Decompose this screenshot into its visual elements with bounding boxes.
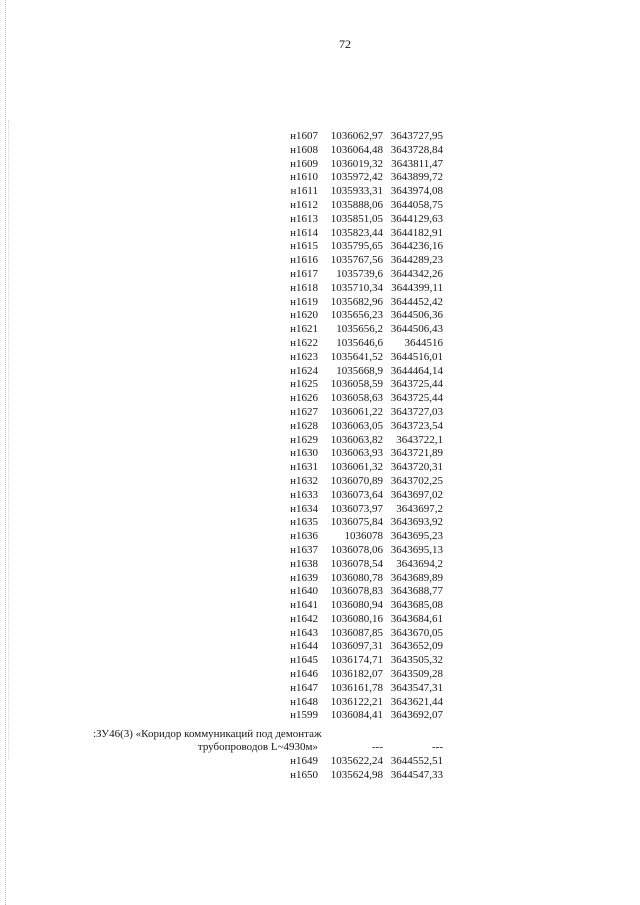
point-id: н1624 — [290, 364, 318, 377]
point-id: н1638 — [290, 557, 318, 570]
x-coordinate: 1036061,22 — [330, 405, 383, 418]
point-id: н1632 — [290, 474, 318, 487]
coordinate-row — [0, 544, 640, 558]
y-coordinate: 3643692,07 — [390, 709, 443, 722]
y-coordinate: 3643695,23 — [390, 530, 443, 543]
x-coordinate: 1035972,42 — [330, 171, 383, 184]
point-id: н1620 — [290, 309, 318, 322]
coordinate-row — [0, 530, 640, 544]
point-id: н1630 — [290, 447, 318, 460]
y-coordinate: 3643722,1 — [396, 433, 443, 446]
point-id: н1646 — [290, 668, 318, 681]
coordinate-row — [0, 434, 640, 448]
coordinate-row — [0, 337, 640, 351]
x-coordinate: 1035624,98 — [330, 768, 383, 781]
y-coordinate: 3643723,54 — [390, 419, 443, 432]
point-id: н1636 — [290, 530, 318, 543]
x-coordinate: 1035656,23 — [330, 309, 383, 322]
point-id: н1614 — [290, 226, 318, 239]
x-coordinate: 1036062,97 — [330, 130, 383, 142]
y-coordinate: 3643728,84 — [390, 143, 443, 156]
y-coordinate: 3643688,77 — [390, 585, 443, 598]
x-coordinate: 1036080,94 — [330, 599, 383, 612]
y-coordinate: 3643670,05 — [390, 626, 443, 639]
y-coordinate: 3643811,47 — [391, 157, 443, 170]
x-coordinate: 1036087,85 — [330, 626, 383, 639]
point-id: н1645 — [290, 654, 318, 667]
x-coordinate: 1036078,54 — [330, 557, 383, 570]
coordinate-row — [0, 640, 640, 654]
coordinate-row — [0, 558, 640, 572]
point-id: н1609 — [290, 157, 318, 170]
point-id: н1642 — [290, 612, 318, 625]
y-coordinate: 3643697,02 — [390, 488, 443, 501]
y-coordinate: 3643702,25 — [390, 474, 443, 487]
point-id: н1621 — [290, 323, 318, 336]
x-coordinate: 1036122,21 — [330, 695, 383, 708]
point-id: н1631 — [290, 461, 318, 474]
y-coordinate: 3644516,01 — [390, 350, 443, 363]
y-coordinate: 3643652,09 — [390, 640, 443, 653]
y-coordinate: 3644464,14 — [390, 364, 443, 377]
x-coordinate: 1036073,64 — [330, 488, 383, 501]
coordinate-row — [0, 171, 640, 185]
point-id: н1639 — [290, 571, 318, 584]
point-id: н1599 — [290, 709, 318, 722]
coordinate-row — [0, 185, 640, 199]
x-coordinate: 1036019,32 — [330, 157, 383, 170]
y-coordinate: 3643693,92 — [390, 516, 443, 529]
x-coordinate: 1036182,07 — [330, 668, 383, 681]
y-coordinate: 3643689,89 — [390, 571, 443, 584]
x-coordinate: 1036084,41 — [330, 709, 383, 722]
coordinate-row — [0, 323, 640, 337]
y-coordinate: 3643899,72 — [390, 171, 443, 184]
y-coordinate: 3644506,43 — [390, 323, 443, 336]
coordinate-row — [0, 296, 640, 310]
y-coordinate: 3644182,91 — [390, 226, 443, 239]
x-coordinate: 1036070,89 — [330, 474, 383, 487]
point-id: н1619 — [290, 295, 318, 308]
x-coordinate: 1036058,59 — [330, 378, 383, 391]
coordinate-row — [0, 392, 640, 406]
x-coordinate: 1035656,2 — [336, 323, 383, 336]
x-coordinate: 1036097,31 — [330, 640, 383, 653]
point-id: н1637 — [290, 543, 318, 556]
x-coordinate: 1035851,05 — [330, 212, 383, 225]
point-id: н1615 — [290, 240, 318, 253]
x-coordinate: 1036174,71 — [330, 654, 383, 667]
coordinate-row — [0, 240, 640, 254]
point-id: н1622 — [290, 336, 318, 349]
x-coordinate: 1035682,96 — [330, 295, 383, 308]
point-id: н1607 — [290, 130, 318, 142]
point-id: н1611 — [290, 185, 318, 198]
section-coordinates-table — [0, 741, 640, 782]
coordinate-row — [0, 682, 640, 696]
point-id: н1629 — [290, 433, 318, 446]
x-coordinate: 1036063,82 — [330, 433, 383, 446]
x-coordinate: 1036063,05 — [330, 419, 383, 432]
y-coordinate: 3644058,75 — [390, 198, 443, 211]
coordinate-row — [0, 503, 640, 517]
point-id: н1628 — [290, 419, 318, 432]
y-coordinate: 3644399,11 — [391, 281, 443, 294]
x-coordinate: 1035710,34 — [330, 281, 383, 294]
coordinate-row — [0, 696, 640, 710]
x-coordinate-placeholder: --- — [372, 741, 383, 753]
coordinate-row — [0, 461, 640, 475]
coordinate-row — [0, 769, 640, 783]
y-coordinate: 3644516 — [404, 336, 443, 349]
point-id: н1640 — [290, 585, 318, 598]
y-coordinate: 3644236,16 — [390, 240, 443, 253]
y-coordinate: 3643720,31 — [390, 461, 443, 474]
y-coordinate: 3643694,2 — [396, 557, 443, 570]
x-coordinate: 1036058,63 — [330, 392, 383, 405]
point-id: н1644 — [290, 640, 318, 653]
coordinate-row — [0, 282, 640, 296]
y-coordinate: 3643621,44 — [390, 695, 443, 708]
coordinate-row — [0, 572, 640, 586]
coordinate-row — [0, 158, 640, 172]
coordinate-row — [0, 654, 640, 668]
coordinate-row — [0, 309, 640, 323]
x-coordinate: 1036078,06 — [330, 543, 383, 556]
coordinate-row — [0, 755, 640, 769]
y-coordinate: 3643697,2 — [396, 502, 443, 515]
y-coordinate-placeholder: --- — [432, 741, 443, 753]
x-coordinate: 1036080,16 — [330, 612, 383, 625]
point-id: н1643 — [290, 626, 318, 639]
x-coordinate: 1036078 — [344, 530, 383, 543]
x-coordinate: 1035767,56 — [330, 254, 383, 267]
point-id: н1608 — [290, 143, 318, 156]
point-id: н1627 — [290, 405, 318, 418]
x-coordinate: 1035795,65 — [330, 240, 383, 253]
coordinate-row — [0, 585, 640, 599]
coordinate-row — [0, 268, 640, 282]
y-coordinate: 3644289,23 — [390, 254, 443, 267]
y-coordinate: 3643974,08 — [390, 185, 443, 198]
y-coordinate: 3643725,44 — [390, 392, 443, 405]
y-coordinate: 3644506,36 — [390, 309, 443, 322]
y-coordinate: 3643725,44 — [390, 378, 443, 391]
point-id: н1625 — [290, 378, 318, 391]
y-coordinate: 3643547,31 — [390, 681, 443, 694]
point-id: н1648 — [290, 695, 318, 708]
y-coordinate: 3644452,42 — [390, 295, 443, 308]
x-coordinate: 1035933,31 — [330, 185, 383, 198]
x-coordinate: 1035622,24 — [330, 754, 383, 767]
coordinate-row — [0, 130, 640, 144]
y-coordinate: 3644129,63 — [390, 212, 443, 225]
point-id: н1617 — [290, 267, 318, 280]
point-id: н1610 — [290, 171, 318, 184]
coordinate-row — [0, 599, 640, 613]
x-coordinate: 1036078,83 — [330, 585, 383, 598]
point-id: н1618 — [290, 281, 318, 294]
y-coordinate: 3643685,08 — [390, 599, 443, 612]
coordinate-row — [0, 709, 640, 723]
coordinate-row — [0, 227, 640, 241]
section-title-line1: :ЗУ46(3) «Коридор коммуникаций под демонтаж — [93, 728, 322, 740]
coordinate-row — [0, 475, 640, 489]
coordinate-row — [0, 254, 640, 268]
point-id: н1647 — [290, 681, 318, 694]
y-coordinate: 3643695,13 — [390, 543, 443, 556]
x-coordinate: 1036073,97 — [330, 502, 383, 515]
x-coordinate: 1036161,78 — [330, 681, 383, 694]
point-id: н1635 — [290, 516, 318, 529]
coordinate-row — [0, 613, 640, 627]
y-coordinate: 3643727,03 — [390, 405, 443, 418]
y-coordinate: 3643721,89 — [390, 447, 443, 460]
x-coordinate: 1036063,93 — [330, 447, 383, 460]
coordinate-row — [0, 365, 640, 379]
y-coordinate: 3644552,51 — [390, 754, 443, 767]
x-coordinate: 1035641,52 — [330, 350, 383, 363]
point-id: н1634 — [290, 502, 318, 515]
coordinates-table — [0, 130, 640, 723]
x-coordinate: 1035739,6 — [336, 267, 383, 280]
section-title-line2: трубопроводов L~4930м» — [197, 741, 318, 753]
section-title-row — [0, 741, 640, 755]
y-coordinate: 3643509,28 — [390, 668, 443, 681]
y-coordinate: 3644547,33 — [390, 768, 443, 781]
coordinate-row — [0, 406, 640, 420]
coordinate-row — [0, 489, 640, 503]
coordinate-row — [0, 627, 640, 641]
x-coordinate: 1036061,32 — [330, 461, 383, 474]
page-number: 72 — [339, 37, 351, 51]
y-coordinate: 3643684,61 — [390, 612, 443, 625]
point-id: н1626 — [290, 392, 318, 405]
coordinate-row — [0, 378, 640, 392]
x-coordinate: 1035823,44 — [330, 226, 383, 239]
y-coordinate: 3643727,95 — [390, 130, 443, 142]
coordinate-row — [0, 213, 640, 227]
coordinate-row — [0, 351, 640, 365]
x-coordinate: 1035668,9 — [336, 364, 383, 377]
point-id: н1649 — [290, 754, 318, 767]
point-id: н1613 — [290, 212, 318, 225]
coordinate-row — [0, 516, 640, 530]
x-coordinate: 1036080,78 — [330, 571, 383, 584]
coordinate-row — [0, 447, 640, 461]
x-coordinate: 1036075,84 — [330, 516, 383, 529]
point-id: н1623 — [290, 350, 318, 363]
coordinate-row — [0, 144, 640, 158]
y-coordinate: 3643505,32 — [390, 654, 443, 667]
x-coordinate: 1035646,6 — [336, 336, 383, 349]
coordinate-row — [0, 668, 640, 682]
coordinate-row — [0, 420, 640, 434]
coordinate-row — [0, 199, 640, 213]
point-id: н1650 — [290, 768, 318, 781]
point-id: н1633 — [290, 488, 318, 501]
point-id: н1641 — [290, 599, 318, 612]
point-id: н1616 — [290, 254, 318, 267]
x-coordinate: 1036064,48 — [330, 143, 383, 156]
point-id: н1612 — [290, 198, 318, 211]
y-coordinate: 3644342,26 — [390, 267, 443, 280]
x-coordinate: 1035888,06 — [330, 198, 383, 211]
